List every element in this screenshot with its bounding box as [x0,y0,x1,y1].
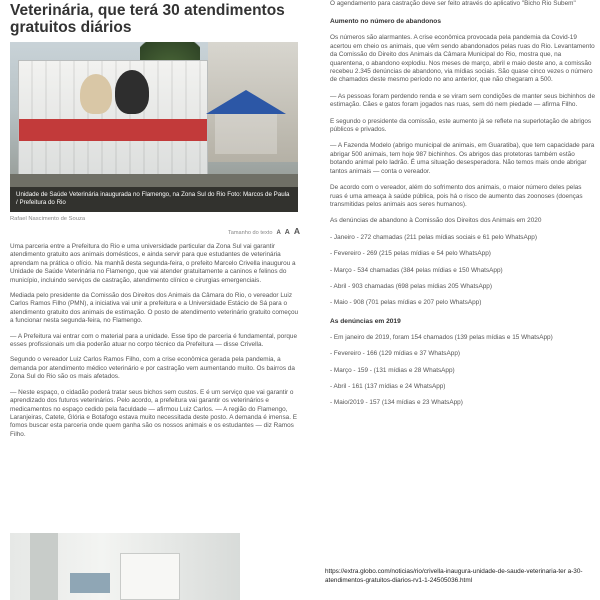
article-paragraph: — Neste espaço, o cidadão poderá tratar seus bichos sem custos. E é um serviço que vai garantir o aprendizado dos futuros veterinários. Pelo acordo, a prefeitura vai garantir os veterinários e medicamentos no espaço cedido pela faculdade — afirmou Luiz Carlos. — A região do Flamengo, Laranjeiras, Catete, Glória e Botafogo estava muito necessitada deste posto. A demanda é imensa. E fomos buscar esta parceria onde quem ganha são os nossos animais e os estudantes — diz Ramos Filho. [10,388,298,438]
article-paragraph: Segundo o vereador Luiz Carlos Ramos Filho, com a crise econômica gerada pela pandemia, a demanda por atendimento médico veterinário e por castração vem aumentando muito. Os bairros da Zona Sul do Rio são os mais afetados. [10,356,295,381]
article-paragraph: Os números são alarmantes. A crise econômica provocada pela pandemia da Covid-19 acertou em cheio os animais, que vêm sendo abandonados pelas ruas do Rio. Levantamento da Comissão do Direito dos Animais da Câmara Municipal do Rio, mostra que, na quarentena, o abandono explodiu. Nos meses de março, abril e maio deste ano, a comissão recebeu 2.345 denúncias de abandono, via mídias sociais. São quase cinco vezes o número de chamados deste mesmo período no ano anterior, que não chegaram a 500. [330,34,595,84]
photo-dog-graphic-2 [115,70,149,114]
article-paragraph: - Abril - 161 (137 mídias e 24 WhatsApp) [330,382,446,390]
article-paragraph: - Abril - 903 chamadas (698 pelas mídias 205 WhatsApp) [330,282,492,290]
article-paragraph: - Março - 159 - (131 mídias e 28 WhatsApp) [330,366,455,374]
article-paragraph: De acordo com o vereador, além do sofrimento dos animais, o maior número deles pelas ruas é uma ameaça à saúde pública, pois há o risco de aumento das zoonoses (doenças transmitidas pelos animais aos seres humanos). [330,184,583,208]
article-paragraph: Uma parceria entre a Prefeitura do Rio e uma universidade particular da Zona Sul vai garantir atendimento gratuito aos animais domésticos, e ainda servir para que estudantes de veterinária aprendam na prática o ofício. Na manhã desta segunda-feira, o prefeito Marcelo Crivella inaugurou a Unidade de Saúde Veterinária no Flamengo, que vai atender gratuitamente a caninos e felinos do município, incluindo serviços de castração, atendimento clínico e cirurgias emergenciais. [10,243,296,284]
article-paragraph: — A Prefeitura vai entrar com o material para a unidade. Esse tipo de parceria é fundamental, porque esses profissionais um dia poderão atuar no corpo técnico da Prefeitura — disse Crivella. [10,332,298,349]
article-paragraph: E segundo o presidente da comissão, este aumento já se reflete na superlotação de abrigos públicos e privados. [330,117,592,134]
article-paragraph: O agendamento para castração deve ser feito através do aplicativo "Bicho Rio Subem" [330,0,576,7]
article-paragraph: — A Fazenda Modelo (abrigo municipal de animais, em Guaratiba), que tem capacidade para abrigar 500 animais, tem hoje 987 bichinhos. Os abrigos das protetoras também estão botando animal pelo ladrão. É uma situação desesperadora. Não temos mais onde abrigar tantos animais — conta o vereador. [330,142,595,175]
photo-caption: Unidade de Saúde Veterinária inaugurada no Flamengo, na Zona Sul do Rio Foto: Marcos de Paula / Prefeitura do Rio [10,187,298,212]
source-url[interactable]: https://extra.globo.com/noticias/rio/crivella-inaugura-unidade-de-saude-veterinaria-ter a-30-atendimentos-gratuitos-diarios-rv1-1-24505036.html [325,568,583,584]
article-headline: Veterinária, que terá 30 atendimentos gratuitos diários [10,2,285,36]
article-paragraph: - Maio - 908 (701 pelas mídias e 207 pelo WhatsApp) [330,299,482,307]
font-size-large-button[interactable]: A [293,226,300,236]
article-paragraph: - Fevereiro - 166 (129 mídias e 37 WhatsApp) [330,350,461,358]
article-paragraph: - Maio/2019 - 157 (134 mídias e 23 WhatsApp) [330,399,463,407]
photo-dog-graphic [80,74,112,114]
font-size-label: Tamanho do texto [227,230,273,236]
photo-credit: Rafael Nascimento de Souza [10,216,86,222]
article-photo [10,42,298,212]
right-column [330,0,595,600]
article-paragraph: - Em janeiro de 2019, foram 154 chamados (139 pelas mídias e 15 WhatsApp) [330,333,553,341]
article-paragraph: - Março - 534 chamadas (384 pelas mídias e 150 WhatsApp) [330,266,503,274]
article-paragraph: — As pessoas foram perdendo renda e se viram sem condições de manter seus bichinhos de estimação. Cães e gatos foram jogados nas ruas, sem dó nem piedade — afirma Filho. [330,92,595,109]
font-size-small-button[interactable]: A [276,230,281,236]
photo-vet-unit [18,60,208,178]
section-heading: As denúncias em 2019 [330,317,401,325]
section-heading: Aumento no número de abandonos [330,18,441,26]
clinic-interior-photo [10,533,240,600]
font-size-medium-button[interactable]: A [284,229,290,236]
left-column [10,0,300,600]
article-paragraph: As denúncias de abandono à Comissão dos Direitos dos Animais em 2020 [330,217,542,225]
article-paragraph: - Janeiro - 272 chamadas (211 pelas mídias sociais e 61 pelo WhatsApp) [330,233,537,241]
font-size-controls [10,226,300,236]
article-paragraph: - Fevereiro - 269 (215 pelas mídias e 54 pelo WhatsApp) [330,250,491,258]
article-paragraph: Mediada pelo presidente da Comissão dos Direitos dos Animais da Câmara do Rio, o vereador Luiz Carlos Ramos Filho (PMN), a iniciativa vai unir a prefeitura e a Universidade Estácio de Sá para o atendimento gratuito dos animais de estimação. O posto de atendimento veterinário gratuito começou a funcionar nesta segunda-feira, no Flamengo. [10,292,299,325]
